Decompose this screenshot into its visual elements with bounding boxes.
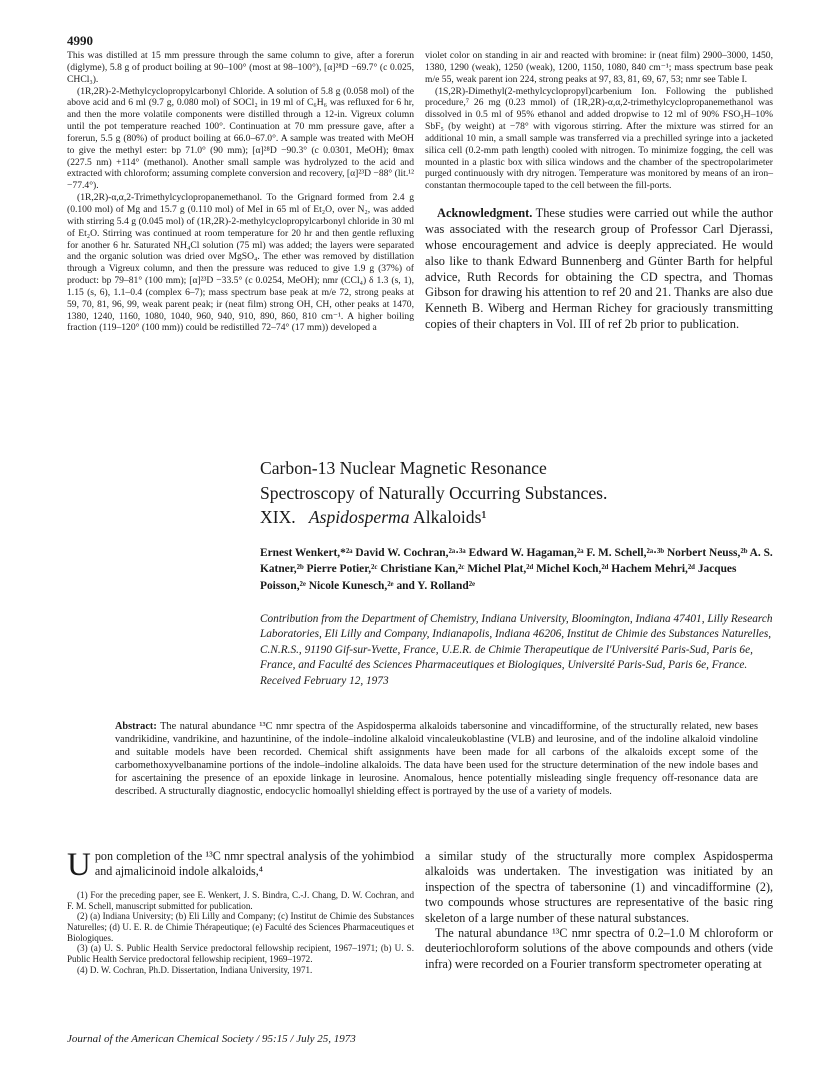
intro-right-column xyxy=(425,849,773,972)
paragraph: The natural abundance ¹³C nmr spectra of 0.2–1.0 M chloroform or deuteriochloroform solutions of the above compounds and others (vide infra) were recorded on a Fourier transform spectrometer operating at xyxy=(425,926,773,971)
intro-paragraph xyxy=(67,847,414,883)
drop-cap: U xyxy=(67,847,91,883)
paragraph: This was distilled at 15 mm pressure through the same column to give, after a forerun (diglyme), 5.8 g of product boiling at 90–100° (most at 98–100°), [α]²⁸D −69.7° (c 0.025, CHCl₃). xyxy=(67,50,414,85)
affiliation-text: Contribution from the Department of Chemistry, Indiana University, Bloomington, Indiana 47401, Lilly Research Laboratories, Eli Lilly and Company, Indianapolis, Indiana 46206, Institut de Chimie des Substances Naturelles, C.N.R.S., 91190 Gif-sur-Yvette, France, U.E.R. de Chimie Therapeutique de l'Université Paris-Sud, Paris 6e, France, and Faculté des Sciences Pharmaceutiques et Biologiques, Université Paris-Sud, Paris 6e, France. xyxy=(260,613,773,672)
paragraph: (1R,2R)-2-Methylcyclopropylcarbonyl Chloride. A solution of 5.8 g (0.058 mol) of the above acid and 6 ml (9.7 g, 0.080 mol) of SOCl₂ in 19 ml of C₆H₆ was refluxed for 6 hr, and then the more volatile components were distilled through a 12-in. Vigreux column until the pot temperature reached 100°. Continuation at 70 mm pressure gave, after a forerun, 5.5 g (80%) of product boiling at 66.0–67.0°. A sample was treated with MeOH to give the methyl ester: bp 71.0° (90 mm); [α]²⁸D −90.3° (c 0.0301, MeOH); θmax (227.5 nm) +114° (methanol). Another small sample was hydrolyzed to the acid and extracted with chloroform; assuming complete conversion and recovery, [α]²³D −88° (lit.¹² −77.4°). xyxy=(67,85,414,192)
article-title xyxy=(260,456,780,530)
footnote: (2) (a) Indiana University; (b) Eli Lilly and Company; (c) Institut de Chimie des Substances Naturelles; (d) U. E. R. de Chimie Thérapeutique; (e) Faculté des Sciences Pharmaceutiques et Biologiques. xyxy=(67,911,414,943)
title-series: XIX. xyxy=(260,507,296,528)
footnotes xyxy=(67,890,414,976)
author-list: Ernest Wenkert,*²ᵃ David W. Cochran,²ᵃ·³ᵃ Edward W. Hagaman,²ᵃ F. M. Schell,²ᵃ·³ᵇ Norbert Neuss,²ᵇ A. S. Katner,²ᵇ Pierre Potier,²ᶜ Christiane Kan,²ᶜ Michel Plat,²ᵈ Michel Koch,²ᵈ Hachem Mehri,²ᵈ Jacques Poisson,²ᵉ Nicole Kunesch,²ᵉ and Y. Rolland²ᵉ xyxy=(260,547,773,592)
acknowledgment-paragraph xyxy=(425,206,773,333)
intro-left-column xyxy=(67,849,414,975)
paragraph: (1R,2R)-α,α,2-Trimethylcyclopropanemethanol. To the Grignard formed from 2.4 g (0.100 mol) of Mg and 15.7 g (0.110 mol) of MeI in 65 ml of Et₂O, over N₂, was added with stirring 5.4 g (0.045 mol) of (1R,2R)-2-methylcyclopropylcarbonyl chloride in 30 ml of Et₂O. Stirring was continued at room temperature for 20 hr and then gentle refluxing for another 6 hr. Saturated NH₄Cl solution (75 ml) was added; the layers were separated and the organic solution was dried over MgSO₄. The ether was removed by distillation through a Vigreux column, and then the pressure was reduced to give 1.9 g (37%) of product: bp 79–81° (100 mm); [α]²³D −33.5° (c 0.0254, MeOH); nmr (CCl₄) δ 1.3 (s, 1), 1.15 (s, 6), 1.1–0.4 (complex 6–7); mass spectrum base peak at m/e 72, strong peaks at 59, 70, 81, 96, 99, weak parent peak; ir (neat film) strong OH, CH, other peaks at 1470, 1380, 1240, 1160, 1080, 1040, 960, 940, 910, 890, 860, 810 cm⁻¹. A higher boiling fraction (119–120° (100 mm)) could be redistilled 72–74° (17 mm)) developed a xyxy=(67,192,414,334)
paragraph: violet color on standing in air and reacted with bromine: ir (neat film) 2900–3000, 1450, 1380, 1290 (weak), 1250 (weak), 1200, 1150, 1080, 840 cm⁻¹; mass spectrum base peak m/e 55, weak parent ion 224, strong peaks at 97, 83, 81, 69, 67, 53; nmr see Table I. xyxy=(425,50,773,85)
paragraph: a similar study of the structurally more complex Aspidosperma alkaloids was undertaken. The investigation was initiated by an inspection of the spectra of tabersonine (1) and vincadifformine (2), two compounds whose structures are representative of the basic ring skeleton of a large number of these natural substances. xyxy=(425,849,773,925)
page-number: 4990 xyxy=(67,33,93,48)
abstract-text: The natural abundance ¹³C nmr spectra of the Aspidosperma alkaloids tabersonine and vincadifformine, of the structurally related, new bases vandrikidine, vandrikine, and hazuntinine, of the indole–indoline alkaloid vincaleukoblastine (VLB) and leurosine, and of the indoline alkaloid vindoline and suitable models have been recorded. Chemical shift assignments have been made for all carbons of the alkaloids except some of the carbomethoxyvelbanamine portions of the indole–indoline alkaloids. The data have been used for the structure determination of the new indole bases and for ascertaining the presence of an epoxide linkage in leurosine. Anomalous, hence potentially misleading single frequency off-resonance data are described. A structurally diagnostic, endocyclic homoallyl shielding effect is portrayed by the use of a variety of models. xyxy=(115,721,758,797)
acknowledgment-text: These studies were carried out while the author was associated with the research group of Professor Carl Djerassi, whose encouragement and advice is deeply appreciated. He would also like to thank Edward Bunnenberg and Günter Barth for helpful advice, Ruth Records for obtaining the CD spectra, and Thomas Gibson for drawing his attention to ref 20 and 21. Thanks are also due Kenneth B. Wiberg and Herman Richey for graciously transmitting copies of their chapters in Vol. III of ref 2b prior to publication. xyxy=(425,206,773,332)
experimental-left-column xyxy=(67,50,414,334)
title-line-3 xyxy=(260,505,780,530)
title-line-1: Carbon-13 Nuclear Magnetic Resonance xyxy=(260,458,547,478)
footnote: (3) (a) U. S. Public Health Service predoctoral fellowship recipient, 1967–1971; (b) U. S. Public Health Service predoctoral fellowship recipient, 1969–1972. xyxy=(67,943,414,965)
footnote: (4) D. W. Cochran, Ph.D. Dissertation, Indiana University, 1971. xyxy=(77,964,313,975)
title-suffix: Alkaloids¹ xyxy=(413,507,487,528)
title-genus: Aspidosperma xyxy=(308,507,410,528)
footnote: (1) For the preceding paper, see E. Wenkert, J. S. Bindra, C.-J. Chang, D. W. Cochran, and F. M. Schell, manuscript submitted for publication. xyxy=(67,889,414,911)
received-date: Received February 12, 1973 xyxy=(260,674,389,687)
journal-footer: Journal of the American Chemical Society / 95:15 / July 25, 1973 xyxy=(67,1033,356,1045)
paragraph: (1S,2R)-Dimethyl(2-methylcyclopropyl)carbenium Ion. Following the published procedure,⁷ 26 mg (0.23 mmol) of (1R,2R)-α,α,2-trimethylcyclopropanemethanol was dissolved in 0.5 ml of 95% ethanol and added dropwise to 12 ml of 90% FSO₃H–10% SbF₅ (by weight) at −78° with vigorous stirring. After the mixture was stirred for an additional 10 min, a small sample was transferred via a prechilled syringe into a jacketed silica cell (0.2-mm path length) cooled with nitrogen. To minimize fogging, the cell was mounted in a plastic box with silica windows and the chamber of the spectropolarimeter purged continuously with dry nitrogen. Temperature was monitored by means of an iron–constantan thermocouple taped to the cell between the fill-ports. xyxy=(425,85,773,192)
experimental-right-column xyxy=(425,50,773,333)
title-line-2: Spectroscopy of Naturally Occurring Substances. xyxy=(260,482,608,503)
abstract-label: Abstract: xyxy=(115,721,157,732)
abstract xyxy=(115,720,758,798)
acknowledgment-heading: Acknowledgment. xyxy=(437,206,533,221)
affiliation-block xyxy=(260,612,782,689)
intro-text: pon completion of the ¹³C nmr spectral analysis of the yohimbiod and ajmalicinoid indole alkaloids,⁴ xyxy=(94,849,414,879)
